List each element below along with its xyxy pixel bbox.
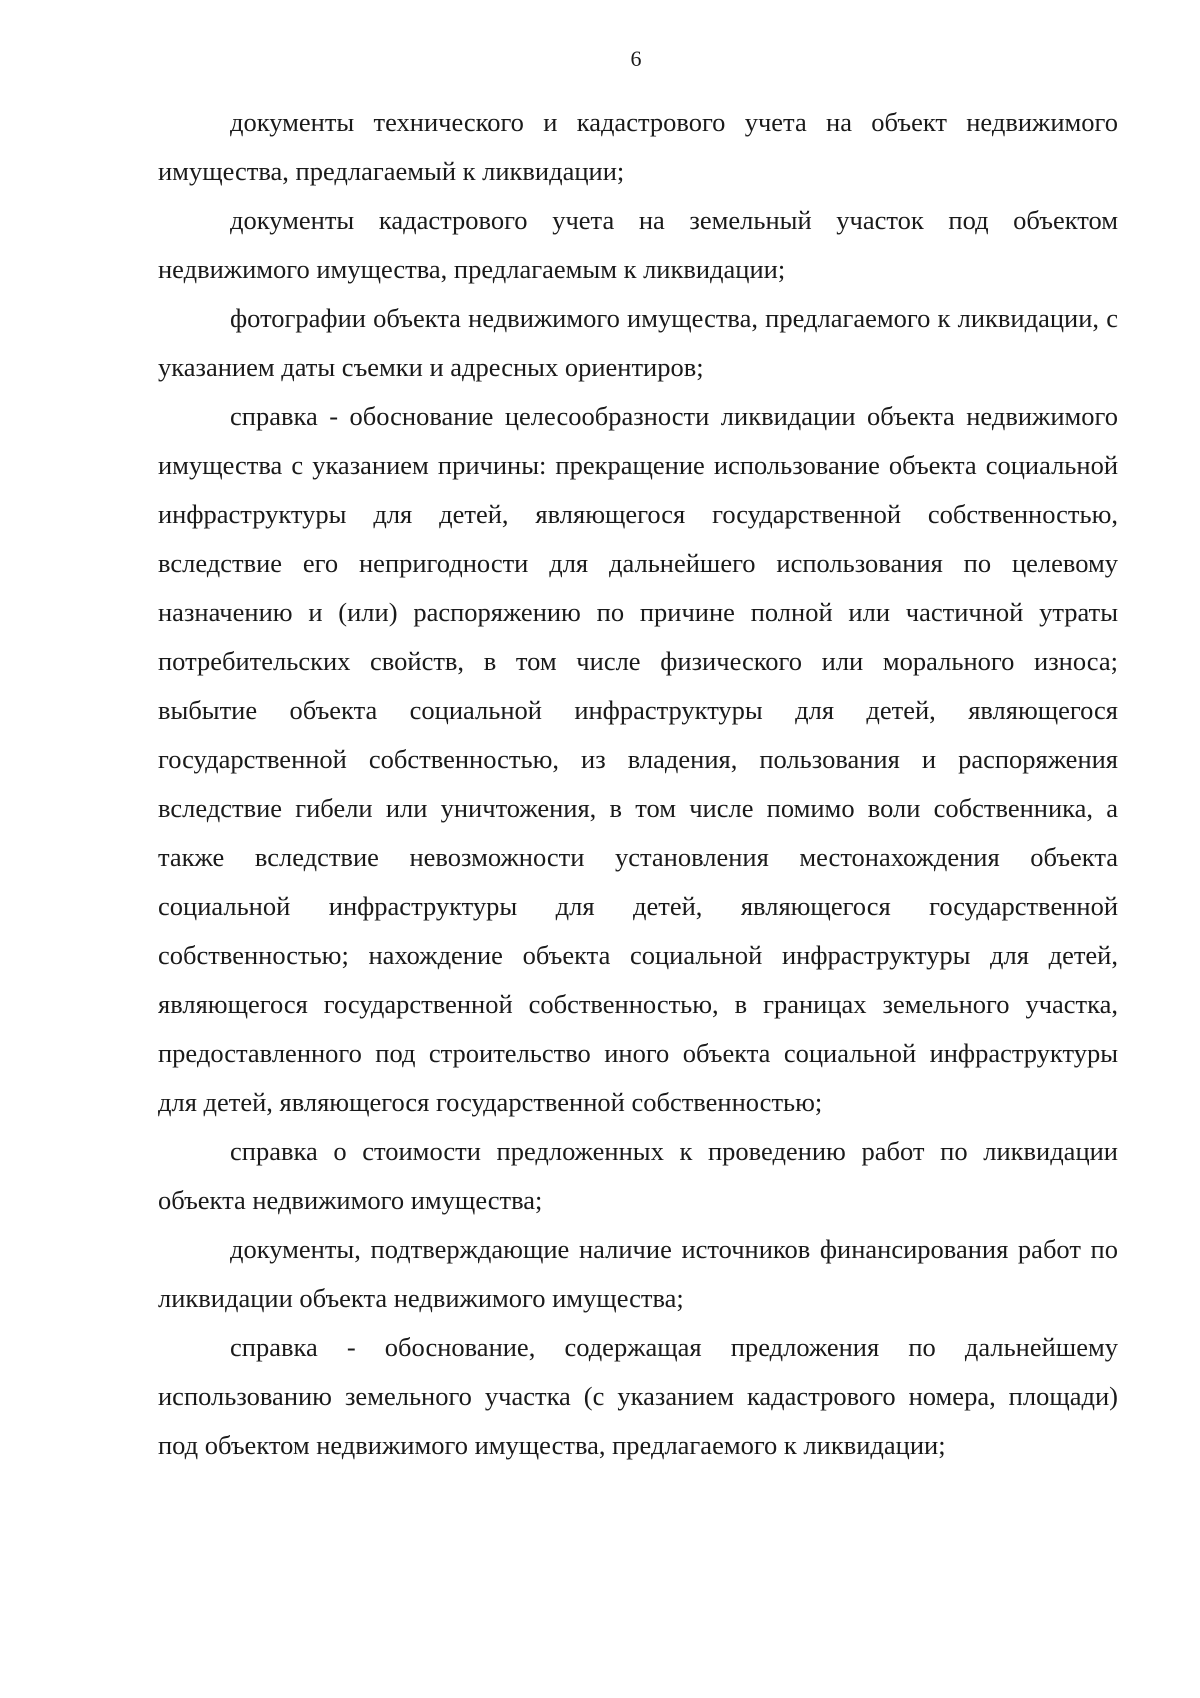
paragraph-funding-docs: документы, подтверждающие наличие источников финансирования работ по ликвидации объекта недвижимого имущества;: [158, 1234, 1118, 1313]
paragraph-technical-cadastral-docs: документы технического и кадастрового учета на объект недвижимого имущества, предлагаемый к ликвидации;: [158, 107, 1118, 186]
paragraph-justification-certificate: справка - обоснование целесообразности ликвидации объекта недвижимого имущества с указанием причины: прекращение использование объекта социальной инфраструктуры для детей, являющегося государственной собственностью, вследствие его непригодности для дальнейшего использования по целевому назначению и (или) распоряжению по причине полной или частичной утраты потребительских свойств, в том числе физического или морального износа; выбытие объекта социальной инфраструктуры для детей, являющегося государственной собственностью, из владения, пользования и распоряжения вследствие гибели или уничтожения, в том числе помимо воли собственника, а также вследствие невозможности установления местонахождения объекта социальной инфраструктуры для детей, являющегося государственной собственностью; нахождение объекта социальной инфраструктуры для детей, являющегося государственной собственностью, в границах земельного участка, предоставленного под строительство иного объекта социальной инфраструктуры для детей, являющегося государственной собственностью;: [158, 401, 1118, 1117]
document-body: [158, 98, 1118, 1470]
paragraph-land-use-proposal: справка - обоснование, содержащая предложения по дальнейшему использованию земельного участка (с указанием кадастрового номера, площади) под объектом недвижимого имущества, предлагаемого к ликвидации;: [158, 1332, 1118, 1460]
paragraph-land-plot-docs: документы кадастрового учета на земельный участок под объектом недвижимого имущества, предлагаемым к ликвидации;: [158, 205, 1118, 284]
paragraph-photographs: фотографии объекта недвижимого имущества, предлагаемого к ликвидации, с указанием даты съемки и адресных ориентиров;: [158, 303, 1118, 382]
page-number: 6: [630, 46, 642, 71]
paragraph-cost-certificate: справка о стоимости предложенных к проведению работ по ликвидации объекта недвижимого имущества;: [158, 1136, 1118, 1215]
